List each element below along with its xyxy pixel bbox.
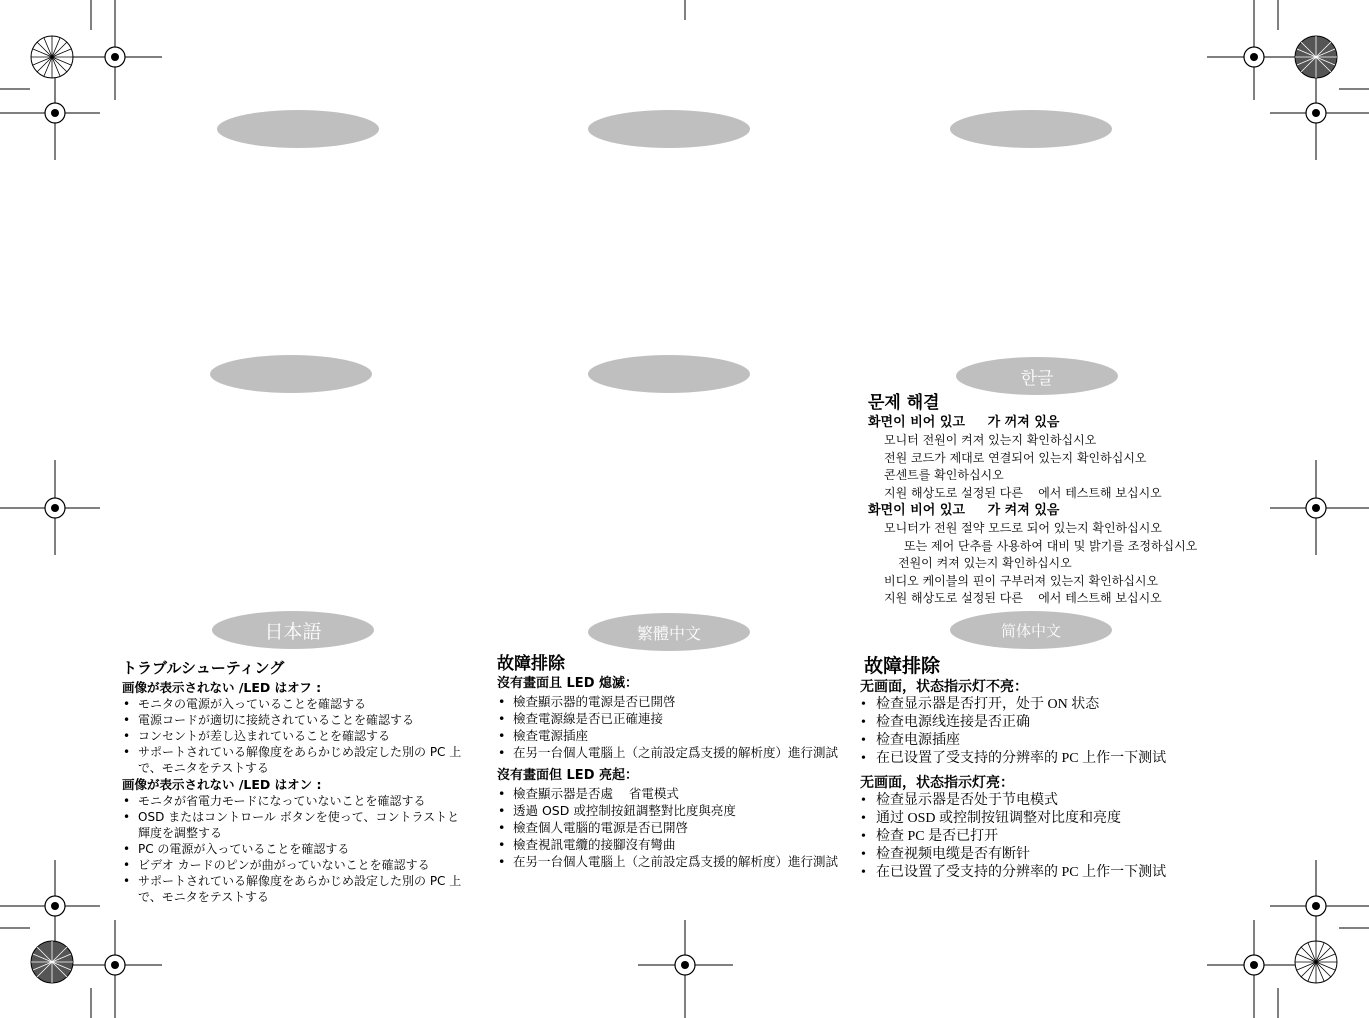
- list-item: • 检查显示器是否处于节电模式: [860, 792, 1260, 810]
- list-item: • 检查 PC 是否已打开: [860, 828, 1260, 846]
- language-tab-simplified-chinese: 简体中文: [950, 611, 1112, 649]
- list-item: • 檢查視訊電纜的接腳沒有彎曲: [497, 836, 847, 853]
- language-tab-japanese: 日本語: [212, 611, 374, 649]
- list-item: • 透過 OSD 或控制按鈕調整對比度與亮度: [497, 802, 847, 819]
- japanese-section2-header: 画像が表示されない /LED はオン :: [122, 777, 322, 792]
- language-tab-empty: [217, 110, 379, 148]
- list-item: 모니터가 전원 절약 모드로 되어 있는지 확인하십시오: [884, 521, 1162, 535]
- list-item: • 检查显示器是否打开，处于 ON 状态: [860, 696, 1260, 714]
- list-item: • コンセントが差し込まれていることを確認する: [122, 728, 467, 744]
- list-item: • 通过 OSD 或控制按钮调整对比度和亮度: [860, 810, 1260, 828]
- list-item: • 检查视频电缆是否有断针: [860, 846, 1260, 864]
- list-item: • PC の電源が入っていることを確認する: [122, 841, 467, 857]
- list-item: • 在另一台個人電腦上（之前設定爲支援的解析度）進行測試: [497, 744, 847, 761]
- list-item: • 檢查顯示器是否處 省電模式: [497, 785, 847, 802]
- language-tab-empty: [950, 110, 1112, 148]
- list-item: • モニタが省電力モードになっていないことを確認する: [122, 793, 467, 809]
- japanese-troubleshooting: [122, 657, 467, 905]
- traditional-chinese-troubleshooting: [497, 653, 847, 870]
- japanese-title: トラブルシューティング: [122, 659, 285, 677]
- list-item: 또는 제어 단추를 사용하여 대비 및 밝기를 조정하십시오: [904, 538, 1198, 553]
- list-item: • OSD またはコントロール ボタンを使って、コントラストと輝度を調整する: [122, 809, 467, 841]
- list-item: • 在已设置了受支持的分辨率的 PC 上作一下测试: [860, 750, 1260, 768]
- language-tab-traditional-chinese: 繁體中文: [588, 613, 750, 651]
- list-item: • 检查电源插座: [860, 732, 1260, 750]
- language-tab-empty: [588, 355, 750, 393]
- list-item: • 檢查個人電腦的電源是否已開啓: [497, 819, 847, 836]
- list-item: • 電源コードが適切に接続されていることを確認する: [122, 712, 467, 728]
- list-item: 모니터 전원이 켜져 있는지 확인하십시오: [884, 433, 1097, 447]
- list-item: • 检查电源线连接是否正确: [860, 714, 1260, 732]
- japanese-section1-header: 画像が表示されない /LED はオフ :: [122, 680, 322, 695]
- language-tab-empty: [588, 110, 750, 148]
- list-item: 전원이 켜져 있는지 확인하십시오: [898, 556, 1072, 570]
- simplified-chinese-section1-header: 无画面，状态指示灯不亮：: [860, 679, 1028, 695]
- korean-title: 문제 해결: [868, 393, 940, 413]
- list-item: • 檢查電源插座: [497, 727, 847, 744]
- list-item: • ビデオ カードのピンが曲がっていないことを確認する: [122, 857, 467, 873]
- traditional-chinese-section2-header: 沒有畫面但 LED 亮起：: [497, 768, 639, 783]
- simplified-chinese-title: 故障排除: [864, 655, 941, 677]
- list-item: • 檢查顯示器的電源是否已開啓: [497, 693, 847, 710]
- list-item: 지원 해상도로 설정된 다른 에서 테스트해 보십시오: [884, 591, 1162, 605]
- list-item: 콘센트를 확인하십시오: [884, 468, 1004, 482]
- list-item: • サポートされている解像度をあらかじめ設定した別の PC 上で、モニタをテストする: [122, 744, 467, 776]
- language-tab-korean: 한글: [956, 357, 1118, 395]
- list-item: 지원 해상도로 설정된 다른 에서 테스트해 보십시오: [884, 485, 1162, 500]
- simplified-chinese-troubleshooting: [860, 654, 1260, 882]
- korean-section2-header: 화면이 비어 있고 가 켜져 있음: [868, 503, 1060, 518]
- korean-section1-header: 화면이 비어 있고 가 꺼져 있음: [868, 415, 1060, 430]
- traditional-chinese-section1-header: 沒有畫面且 LED 熄滅：: [497, 676, 639, 691]
- korean-troubleshooting: [868, 392, 1268, 608]
- list-item: • 檢查電源線是否已正確連接: [497, 710, 847, 727]
- list-item: • 在另一台個人電腦上（之前設定爲支援的解析度）進行測試: [497, 853, 847, 870]
- language-tab-empty: [210, 355, 372, 393]
- list-item: • 在已设置了受支持的分辨率的 PC 上作一下测试: [860, 864, 1260, 882]
- simplified-chinese-section2-header: 无画面，状态指示灯亮：: [860, 775, 1014, 791]
- list-item: 비디오 케이블의 핀이 구부러져 있는지 확인하십시오: [884, 573, 1159, 588]
- list-item: • サポートされている解像度をあらかじめ設定した別の PC 上で、モニタをテストする: [122, 873, 467, 905]
- list-item: • モニタの電源が入っていることを確認する: [122, 696, 467, 712]
- list-item: 전원 코드가 제대로 연결되어 있는지 확인하십시오: [884, 450, 1147, 465]
- traditional-chinese-title: 故障排除: [497, 654, 565, 674]
